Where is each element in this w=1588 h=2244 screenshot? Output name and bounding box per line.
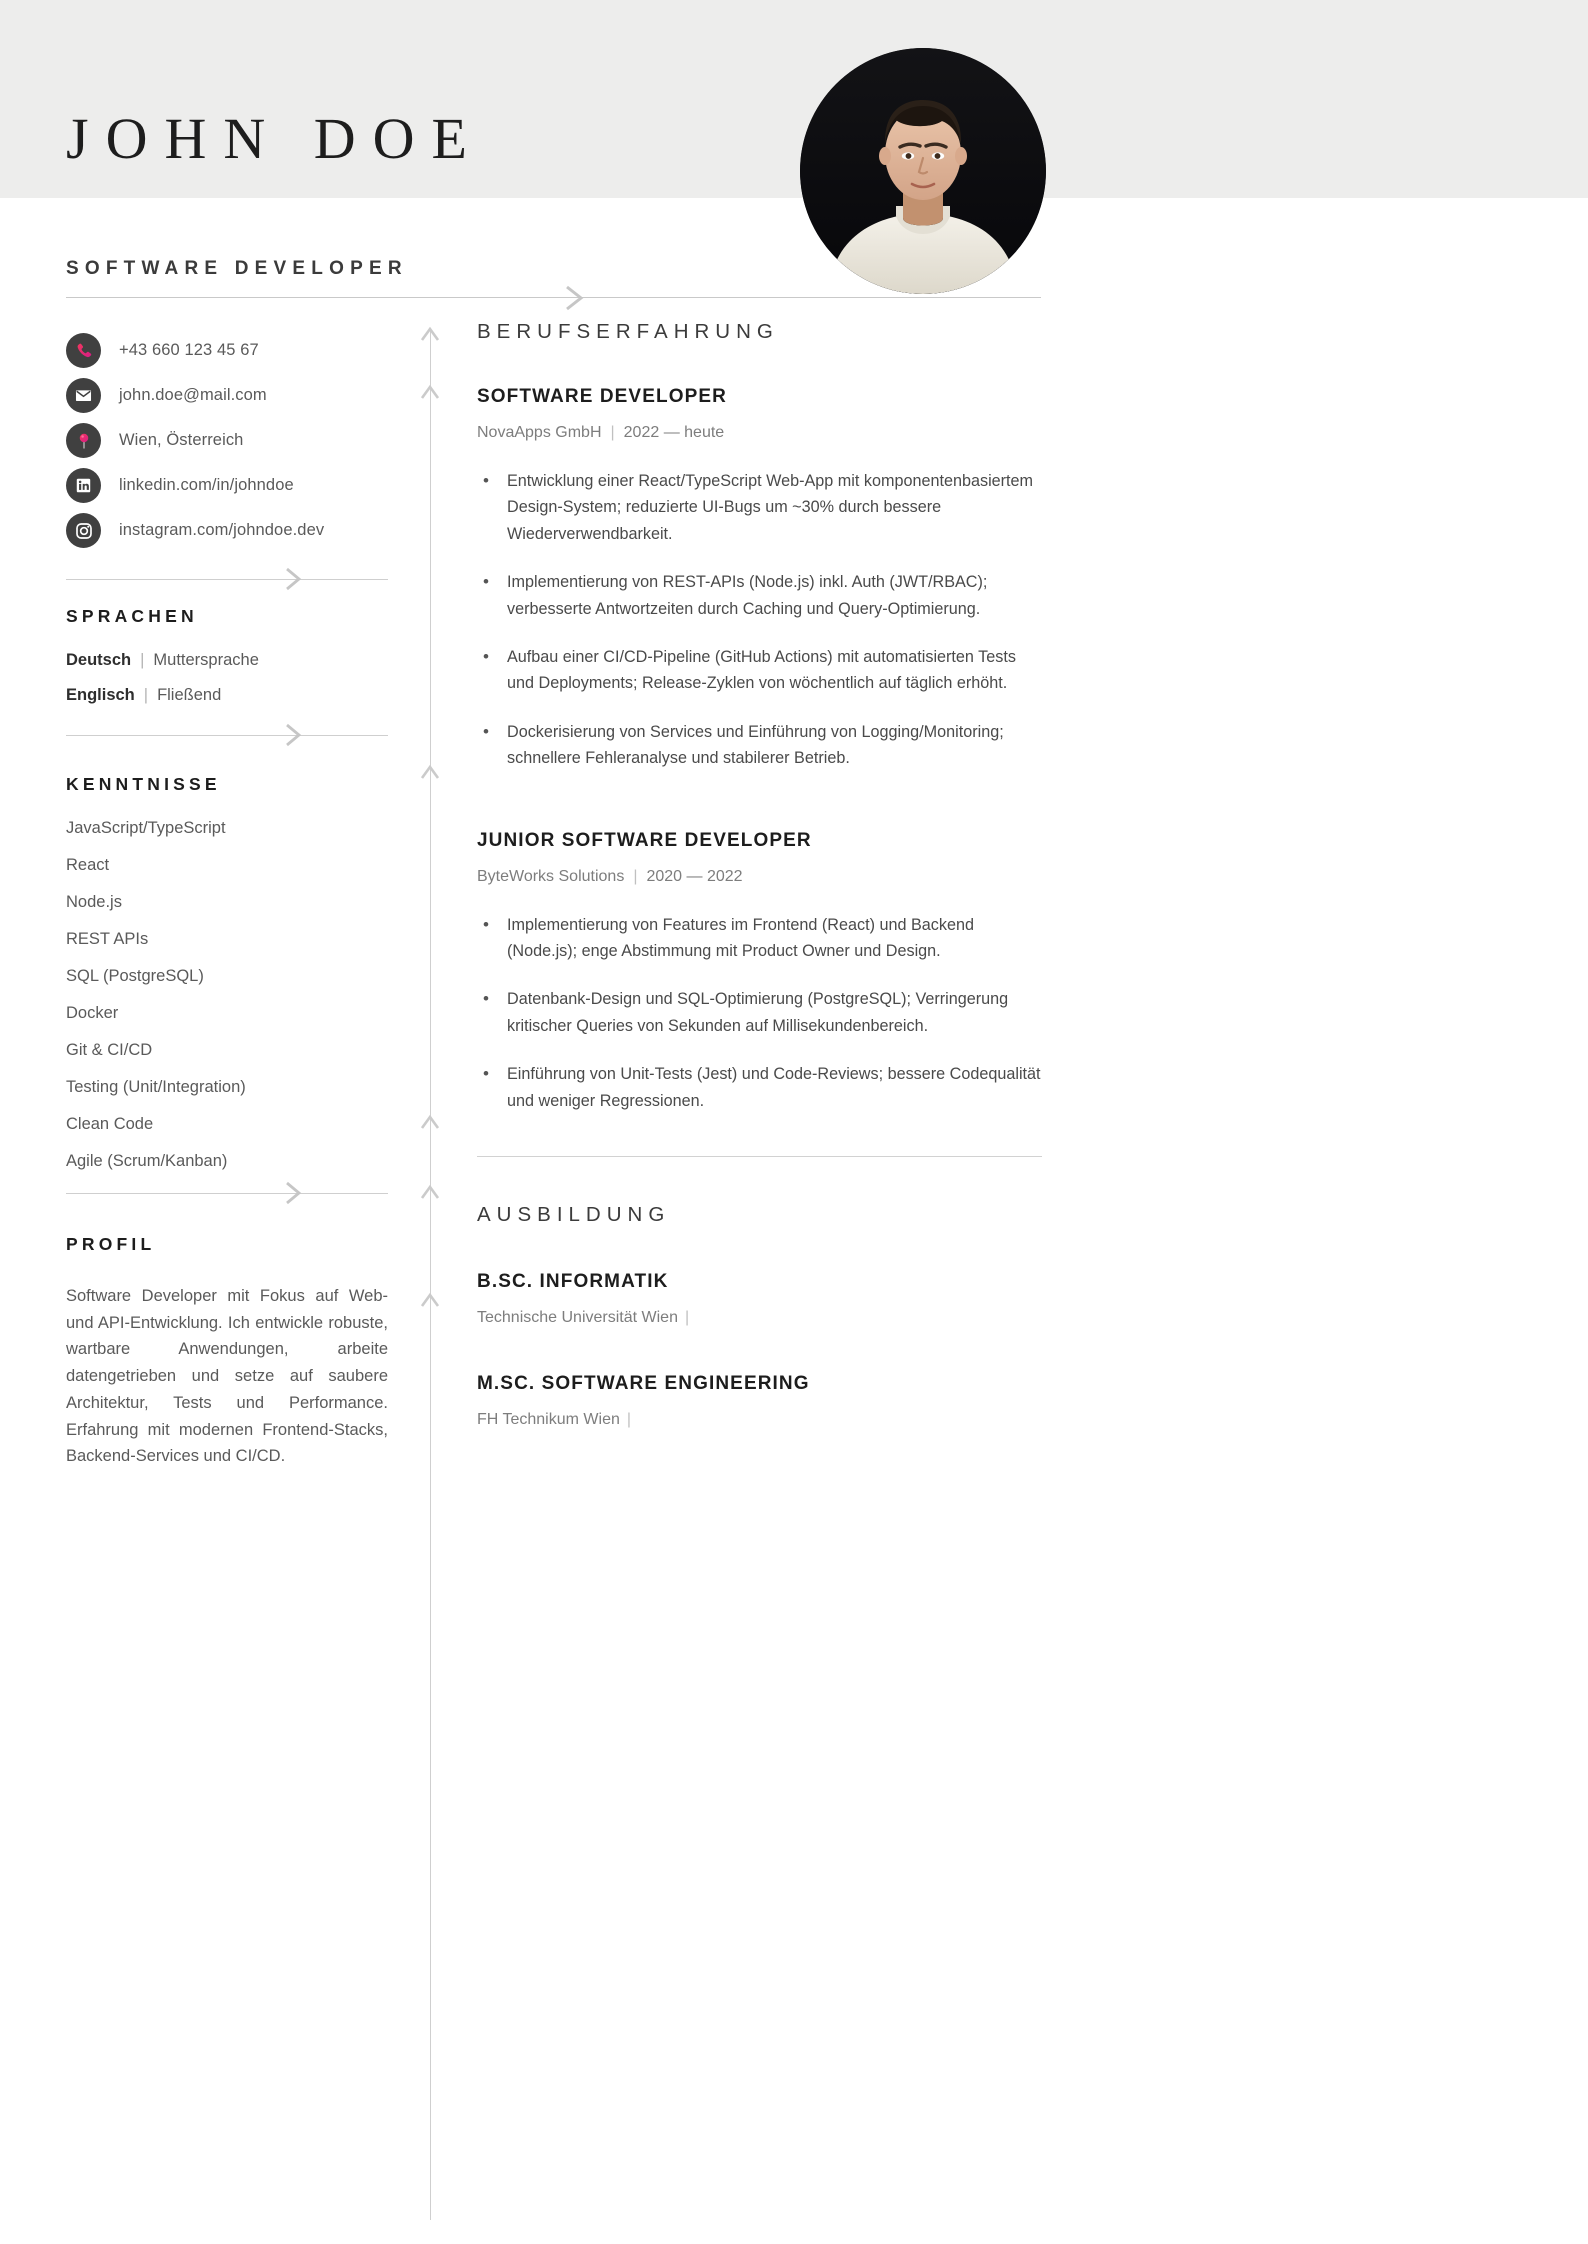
section-divider (66, 735, 388, 736)
chevron-up-icon (418, 1110, 442, 1136)
email-icon (66, 378, 101, 413)
job-title: SOFTWARE DEVELOPER (477, 386, 727, 407)
language-item (66, 686, 388, 705)
separator: | (633, 867, 638, 885)
job-bullet: • Einführung von Unit-Tests (Jest) und Code-Reviews; bessere Codequalität und weniger Regressionen. (477, 1061, 1042, 1114)
job-meta (477, 868, 1042, 886)
profile-section (66, 1234, 388, 1470)
contact-item-phone[interactable] (66, 328, 388, 373)
contact-value: instagram.com/johndoe.dev (119, 521, 325, 539)
contact-value: linkedin.com/in/johndoe (119, 476, 294, 494)
skill-item: SQL (PostgreSQL) (66, 967, 204, 985)
job-bullet-list (477, 912, 1042, 1114)
degree-title: M.SC. SOFTWARE ENGINEERING (477, 1373, 810, 1395)
education-heading: AUSBILDUNG (477, 1203, 671, 1227)
chevron-up-icon (418, 322, 442, 348)
chevron-right-icon (280, 721, 306, 749)
job-period: 2022 — heute (623, 424, 725, 441)
separator: | (610, 424, 615, 441)
languages-heading: SPRACHEN (66, 606, 198, 626)
experience-entry (477, 830, 1042, 1114)
language-name: Englisch (66, 686, 135, 704)
skill-item: Testing (Unit/Integration) (66, 1078, 246, 1096)
school-name: FH Technikum Wien (477, 1411, 620, 1429)
contact-item-linkedin[interactable] (66, 463, 388, 508)
skill-item: REST APIs (66, 930, 149, 948)
section-divider (66, 1193, 388, 1194)
chevron-up-icon (418, 1180, 442, 1206)
company-name: ByteWorks Solutions (477, 867, 625, 885)
section-divider (477, 1156, 1042, 1157)
chevron-right-icon (560, 283, 588, 313)
chevron-right-icon (280, 565, 306, 593)
skills-heading: KENNTNISSE (66, 774, 221, 794)
job-subtitle: SOFTWARE DEVELOPER (66, 258, 408, 279)
job-bullet: • Entwicklung einer React/TypeScript Web-App mit komponentenbasiertem Design-System; reduzierte UI-Bugs um ~30% durch bessere Wiederverwendbarkeit. (477, 468, 1042, 547)
section-divider (66, 579, 388, 580)
contact-value: Wien, Österreich (119, 431, 244, 449)
profile-text: Software Developer mit Fokus auf Web- und API-Entwicklung. Ich entwickle robuste, wartbare Anwendungen, arbeite datengetrieben und setze auf saubere Architektur, Tests und Performance. Erfahrung mit modernen Frontend-Stacks, Backend-Services und CI/CD. (66, 1287, 388, 1466)
contact-list (66, 328, 388, 553)
contact-value: +43 660 123 45 67 (119, 341, 259, 359)
separator: | (143, 686, 149, 704)
avatar (800, 48, 1046, 294)
location-icon (66, 423, 101, 458)
phone-icon (66, 333, 101, 368)
contact-item-email[interactable] (66, 373, 388, 418)
chevron-up-icon (418, 1288, 442, 1314)
chevron-up-icon (418, 380, 442, 406)
job-bullet: • Implementierung von REST-APIs (Node.js) inkl. Auth (JWT/RBAC); verbesserte Antwortzeiten durch Caching und Query-Optimierung. (477, 569, 1042, 622)
school-meta (477, 1309, 1042, 1327)
profile-heading: PROFIL (66, 1234, 156, 1254)
experience-heading: BERUFSERFAHRUNG (477, 320, 779, 343)
job-meta (477, 424, 1042, 442)
languages-section (66, 606, 388, 705)
skill-item: JavaScript/TypeScript (66, 819, 226, 837)
linkedin-icon (66, 468, 101, 503)
skill-item: Node.js (66, 893, 122, 911)
skill-item: React (66, 856, 110, 874)
job-bullet: • Datenbank-Design und SQL-Optimierung (PostgreSQL); Verringerung kritischer Queries von Sekunden auf Millisekundenbereich. (477, 986, 1042, 1039)
language-level: Muttersprache (153, 651, 259, 669)
contact-value: john.doe@mail.com (119, 386, 267, 404)
job-period: 2020 — 2022 (646, 867, 743, 885)
company-name: NovaApps GmbH (477, 424, 602, 441)
education-entry (477, 1373, 1042, 1429)
job-title: JUNIOR SOFTWARE DEVELOPER (477, 829, 812, 851)
job-bullet-list (477, 468, 1042, 772)
contact-item-instagram[interactable] (66, 508, 388, 553)
separator: | (626, 1411, 632, 1429)
experience-entry (477, 386, 1042, 772)
education-entry (477, 1271, 1042, 1327)
skill-item: Clean Code (66, 1115, 154, 1133)
instagram-icon (66, 513, 101, 548)
skill-item: Git & CI/CD (66, 1041, 153, 1059)
job-bullet: • Aufbau einer CI/CD-Pipeline (GitHub Actions) mit automatisierten Tests und Deployments; Release-Zyklen von wöchentlich auf täglich erhöht. (477, 644, 1042, 697)
sidebar (66, 320, 388, 1470)
skill-item: Agile (Scrum/Kanban) (66, 1152, 228, 1170)
skills-section (66, 774, 388, 1171)
degree-title: B.SC. INFORMATIK (477, 1271, 669, 1293)
portrait-photo-icon (800, 48, 1046, 294)
chevron-right-icon (280, 1179, 306, 1207)
school-meta (477, 1411, 1042, 1429)
chevron-up-icon (418, 760, 442, 786)
language-item (66, 651, 388, 670)
language-level: Fließend (157, 686, 222, 704)
separator: | (684, 1309, 690, 1327)
job-bullet: • Implementierung von Features im Frontend (React) und Backend (Node.js); enge Abstimmung mit Product Owner und Design. (477, 912, 1042, 965)
timeline-line (430, 330, 431, 2220)
page-title: JOHN DOE (66, 106, 484, 171)
job-bullet: • Dockerisierung von Services und Einführung von Logging/Monitoring; schnellere Fehleranalyse und stabilerer Betrieb. (477, 719, 1042, 772)
main-content (477, 320, 1042, 1475)
school-name: Technische Universität Wien (477, 1309, 678, 1327)
skill-item: Docker (66, 1004, 119, 1022)
header-divider (66, 297, 1041, 298)
contact-item-location[interactable] (66, 418, 388, 463)
separator: | (140, 651, 145, 669)
language-name: Deutsch (66, 651, 132, 669)
